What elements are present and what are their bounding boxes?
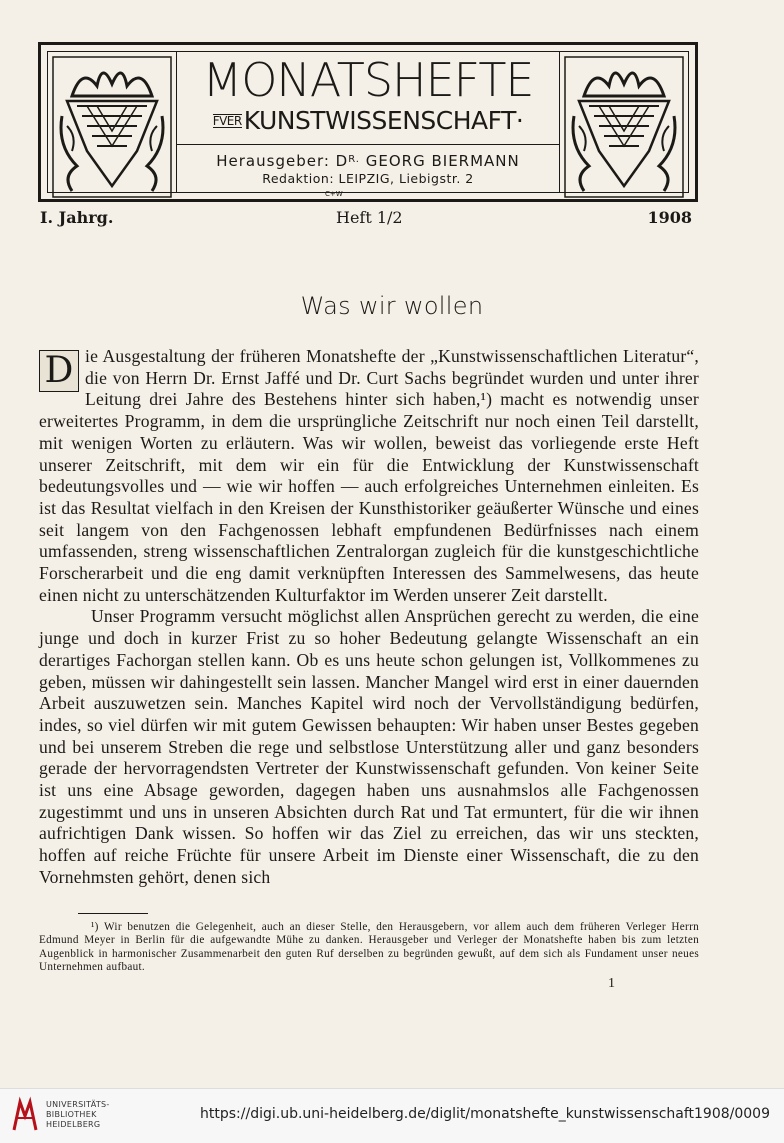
left-ornament-icon <box>52 56 172 198</box>
footnote <box>39 921 699 975</box>
footnote-text: ¹) Wir benutzen die Gelegenheit, auch an dieser Stelle, den Herausgebern, vor allem auch dem früheren Verleger Herrn Edmund Meyer in Berlin für die aufgewandte Mühe zu danken. Herausgeber und Verleger der Monatshefte haben bis zum letzten Augenblick in harmonischer Zusammenarbeit den guten Ruf derselben zu begründen gewußt, auf dem sich als Fundament unser neues Unternehmen aufbaut. <box>39 921 699 974</box>
redaktion-line: Redaktion: LEIPZIG, Liebigstr. 2 <box>262 171 474 186</box>
heft-number: Heft 1/2 <box>336 208 403 227</box>
title-divider <box>177 144 559 145</box>
library-name-line-2: BIBLIOTHEK <box>46 1110 97 1119</box>
subtitle-text: KUNSTWISSENSCHAFT· <box>243 106 524 135</box>
paragraph-2: Unser Programm versucht möglichst allen Ansprüchen gerecht zu werden, die eine junge und doch in kurzer Frist zu so hoher Bedeutung gelangte Wissenschaft an ein derartiges Fachorgan stellen kann. Ob es uns heute schon gelungen ist, Vollkommenes zu geben, müssen wir dahingestellt sein lassen. Mancher Mangel wird erst in einer dauernden Arbeit auszuwetzen sein. Manches Kapitel wird noch der Vervollständigung bedürfen, indes, so viel dürfen wir mit gutem Gewissen behaupten: Wir haben unser Bestes gegeben und bei unserem Streben die rege und selbstlose Unterstützung aller und ganz besonders gerade der hervorragendsten Vertreter der Kunstwissenschaft gefunden. Von keiner Seite ist uns eine Absage geworden, dagegen haben uns ausnahmslos alle Fachgenossen zugestimmt und uns in unseren Absichten durch Rat und Tat ermuntert, für die wir ihnen aufrichtigen Dank wissen. So hoffen wir das Ziel zu erreichen, das wir uns steckten, hoffen auf reiche Früchte für unsere Arbeit im Dienste einer Wissenschaft, die zu den Vornehmsten gehört, denen sich <box>39 606 699 887</box>
masthead <box>38 42 698 202</box>
journal-subtitle <box>177 106 559 136</box>
editor-prefix: Herausgeber: D <box>216 152 349 170</box>
article-headline: Was wir wollen <box>300 292 484 320</box>
article-body <box>39 346 699 889</box>
publisher-mark: C+W <box>325 190 343 198</box>
library-footer <box>0 1088 784 1143</box>
source-url-link[interactable]: https://digi.ub.uni-heidelberg.de/diglit/monatshefte_kunstwissenschaft1908/0009 <box>200 1106 770 1122</box>
issue-year: 1908 <box>647 208 692 227</box>
jahrgang: I. Jahrg. <box>40 208 114 227</box>
editor-title-sup: R. <box>348 154 360 165</box>
library-name-line-3: HEIDELBERG <box>46 1120 101 1129</box>
masthead-frame <box>47 51 689 193</box>
issue-line <box>40 208 692 236</box>
editor-name: GEORG BIERMANN <box>360 152 520 170</box>
fuer-label: FVER <box>212 114 242 128</box>
editor-line <box>177 150 559 171</box>
dropcap: D <box>39 350 79 392</box>
right-ornament-icon <box>564 56 684 198</box>
library-name-line-1: UNIVERSITÄTS- <box>46 1100 110 1109</box>
university-library-logo-icon <box>10 1096 40 1134</box>
page-number: 1 <box>608 976 615 991</box>
paragraph-1-text: ie Ausgestaltung der früheren Monatshefte der „Kunstwissenschaftlichen Literatur“, die von Herrn Dr. Ernst Jaffé und Dr. Curt Sachs begründet wurden und unter ihrer Leitung drei Jahre des Bestehens hinter sich haben,¹) macht es notwendig unser erweitertes Programm, in dem die ursprüngliche Zeitschrift nur noch einen Teil darstellt, mit wenigen Worten zu erläutern. Was wir wollen, beweist das vorliegende erste Heft unserer Zeitschrift, mit dem wir ein für die Entwicklung der Kunstwissenschaft bedeutungsvolles und — wie wir hoffen — auch erfolgreiches Unternehmen einleiten. Es ist das Resultat vielfach in den Kreisen der Kunsthistoriker geäußerter Wünsche und eines seit langem von den Fachgenossen lebhaft empfundenen Bedürfnisses nach einem umfassenden, streng wissenschaftlichen Zentralorgan zugleich für die kunstgeschichtliche Forscherarbeit und die eng damit verknüpften Interessen des Sammelwesens, das heute einen nicht zu unterschätzenden Kulturfaktor im Werden unserer Zeit darstellt. <box>39 346 699 605</box>
library-name <box>46 1100 110 1130</box>
footnote-divider <box>78 913 148 914</box>
journal-title: MONATSHEFTE <box>202 53 534 107</box>
title-block <box>176 52 560 192</box>
paragraph-1 <box>39 346 699 606</box>
